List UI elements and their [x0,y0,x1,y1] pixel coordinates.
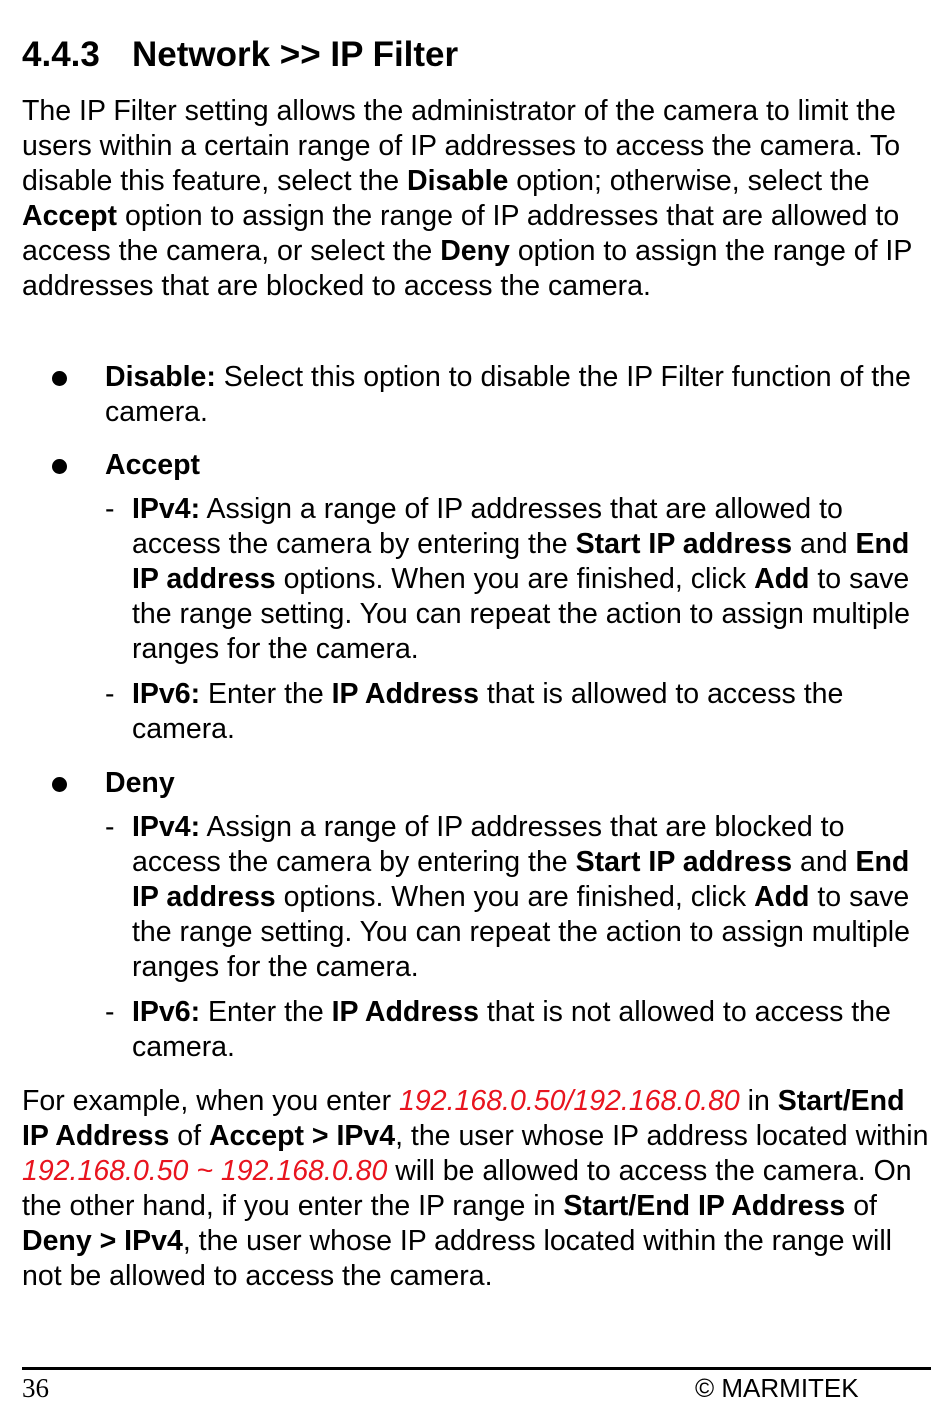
example-ip-range-1: 192.168.0.50/192.168.0.80 [399,1085,740,1117]
example-t5: will be allowed to access the camera. On the other hand, if you enter the IP range in [22,1155,912,1223]
accept-label: Accept [105,449,201,481]
footer-divider [22,1367,931,1370]
example-t1: For example, when you enter [22,1085,400,1117]
example-b1: Start/End IP Address [22,1085,905,1153]
bullet-dot-icon [52,777,67,792]
dash-marker: - [105,678,115,710]
intro-bold-deny: Deny [440,235,510,268]
bullet-dot-icon [52,459,67,474]
deny-ipv4-t1: Assign a range of IP addresses that are blocked to access the camera by entering the [132,811,845,879]
page-number: 36 [22,1373,49,1403]
deny-ipv4-t2: and [792,846,856,879]
accept-ipv6-text [132,677,932,747]
dash-marker: - [105,493,115,525]
bullet-deny-heading [105,766,935,801]
example-t4: , the user whose IP address located within [395,1120,929,1153]
intro-text-4: option to assign the range of IP addresses that are blocked to access the camera. [22,235,912,303]
bullet-disable-text [105,360,935,430]
example-t7: , the user whose IP address located within the range will not be allowed to access the camera. [22,1225,893,1293]
example-paragraph [22,1084,934,1295]
dash-marker: - [105,811,115,843]
deny-ipv4-t3: options. When you are finished, click [275,881,755,914]
example-t2: in [739,1085,778,1117]
accept-ipv4-t2: and [792,528,856,561]
accept-ipv4-b1: Start IP address [575,528,793,561]
bullet-dot-icon [52,371,67,386]
deny-ipv4-t4: to save the range setting. You can repeat the action to assign multiple ranges for the camera. [132,881,910,984]
intro-bold-accept: Accept [22,200,118,233]
dash-marker: - [105,996,115,1028]
example-t3: of [169,1120,209,1153]
disable-label: Disable: [105,361,216,393]
deny-label: Deny [105,767,175,799]
accept-ipv6-t2: that is allowed to access the camera. [132,678,844,746]
example-ip-range-2: 192.168.0.50 ~ 192.168.0.80 [22,1155,388,1188]
deny-ipv6-label: IPv6: [132,996,201,1028]
intro-text-2: option; otherwise, select the [508,165,870,198]
deny-ipv4-b3: Add [754,881,810,914]
accept-ipv4-b3: Add [754,563,810,596]
accept-ipv6-t1: Enter the [200,678,332,710]
disable-description: Select this option to disable the IP Filter function of the camera. [105,361,911,429]
example-b3: Start/End IP Address [563,1190,846,1223]
accept-ipv4-t1: Assign a range of IP addresses that are allowed to access the camera by entering the [132,493,843,561]
deny-ipv6-text [132,995,932,1065]
accept-ipv4-t4: to save the range setting. You can repeat the action to assign multiple ranges for the camera. [132,563,910,666]
bullet-accept-heading [105,448,935,483]
deny-ipv4-label: IPv4: [132,811,201,843]
section-title: Network >> IP Filter [132,35,459,74]
accept-ipv6-label: IPv6: [132,678,201,710]
example-b2: Accept > IPv4 [208,1120,396,1153]
intro-paragraph [22,94,934,305]
accept-ipv4-t3: options. When you are finished, click [275,563,755,596]
accept-ipv4-text [132,492,932,667]
section-number: 4.4.3 [22,35,100,74]
deny-ipv4-b1: Start IP address [575,846,793,879]
deny-ipv6-t2: that is not allowed to access the camera. [132,996,891,1064]
example-t6: of [845,1190,877,1223]
deny-ipv6-b1: IP Address [331,996,479,1028]
example-b4: Deny > IPv4 [22,1225,183,1258]
intro-bold-disable: Disable [406,165,509,198]
accept-ipv4-b2: End IP address [132,528,910,596]
accept-ipv4-label: IPv4: [132,493,201,525]
copyright-notice: © MARMITEK [695,1373,859,1403]
deny-ipv4-b2: End IP address [132,846,910,914]
section-heading [22,34,458,76]
intro-text-1: The IP Filter setting allows the administrator of the camera to limit the users within a certain range of IP addresses to access the camera. To disable this feature, select the [22,95,901,198]
intro-text-3: option to assign the range of IP addresses that are allowed to access the camera, or select the [22,200,900,268]
deny-ipv4-text [132,810,932,985]
deny-ipv6-t1: Enter the [200,996,332,1028]
accept-ipv6-b1: IP Address [331,678,479,710]
